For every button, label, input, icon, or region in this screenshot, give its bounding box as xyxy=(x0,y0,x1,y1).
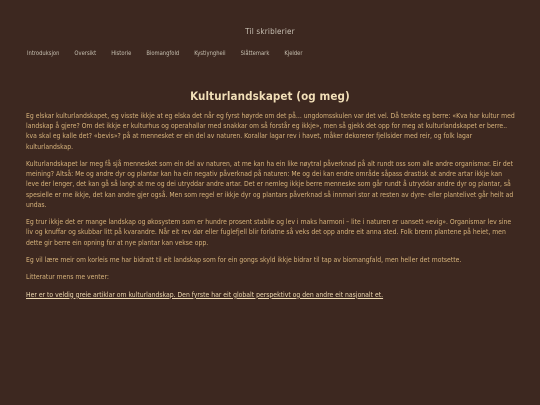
nav-kjelder[interactable]: Kjelder xyxy=(284,51,303,57)
paragraph-1: Eg elskar kulturlandskapet, eg visste ikkje at eg elska det når eg fyrst høyrde om det på... ungdomsskulen var det vel. Då tenkte eg berre: «Kva har kultur med landskap å gjere? Om det ikkje er kulturhus og operahallar med snakkar om så forstår eg ikkje», men så gjekk det opp for meg at kulturlandskapet er berre.. kva skal eg kalle det? «bevis»? på at mennesket er ein del av naturen. Korallar lagar rev i havet, måker dekorerer fjellsider med reir, og folk lagar kulturlandskap. xyxy=(26,112,515,151)
article-body xyxy=(26,111,516,300)
paragraph-3: Eg trur ikkje det er mange landskap og økosystem som er hundre prosent stabile og lev i maks harmoni – lite i naturen er uansett «evig». Organismar lev sine liv og knuffar og skubbar litt på kvarandre. Når eit rev dør eller fuglefjell blir forlatne så veks det opp andre eit anna sted. Folk brenn plantene på heiet, men dette gir berre ein opning for at nye plantar kan vekse opp. xyxy=(26,218,512,247)
nav-historie[interactable]: Historie xyxy=(111,51,132,57)
nav-kystlyngheii[interactable]: Kystlyngheii xyxy=(194,51,226,57)
nav-introduksjon[interactable]: Introduksjon xyxy=(27,51,60,57)
paragraph-4: Eg vil lære meir om korleis me har bidratt til eit landskap som for ein gongs skyld ikkje bidrar til tap av biomangfald, men heller det motsette. xyxy=(26,256,462,264)
paragraph-2: Kulturlandskapet lar meg få sjå mennesket som ein del av naturen, at me kan ha ein like nøytral påverknad på alt rundt oss som alle andre organismar. Eir det meining? Altså: Me og andre dyr og plantar kan ha ein negativ påverknad på naturen: Me og dei kan endre område såpass drastisk at andre artar ikkje kan leve der lenger, det kan gå så langt at me og dei utryddar andre artar. Det er nemleg ikkje berre menneske som går rundt å utryddar andre dyr og plantar, så spesielle er me ikkje, det kan andre gjer også. Men som regel er ikkje dyr og plantars påverknad så innmari stor at resten av dyre- eller plantelivet går heilt ad undas. xyxy=(26,160,514,209)
nav-oversikt[interactable]: Oversikt xyxy=(74,51,97,57)
literature-link[interactable]: Her er to veldig greie artiklar om kulturlandskap. Den fyrste har eit globalt perspektivt og den andre eit nasjonalt et. xyxy=(26,290,384,299)
main-nav xyxy=(27,51,303,57)
site-link[interactable]: Til skriblerier xyxy=(245,27,295,36)
page-title: Kulturlandskapet (og meg) xyxy=(190,88,350,103)
literature-label: Litteratur mens me venter: xyxy=(26,273,109,282)
nav-biomangfold[interactable]: Biomangfold xyxy=(146,51,180,57)
nav-slattemark[interactable]: Slåttemark xyxy=(240,51,270,57)
